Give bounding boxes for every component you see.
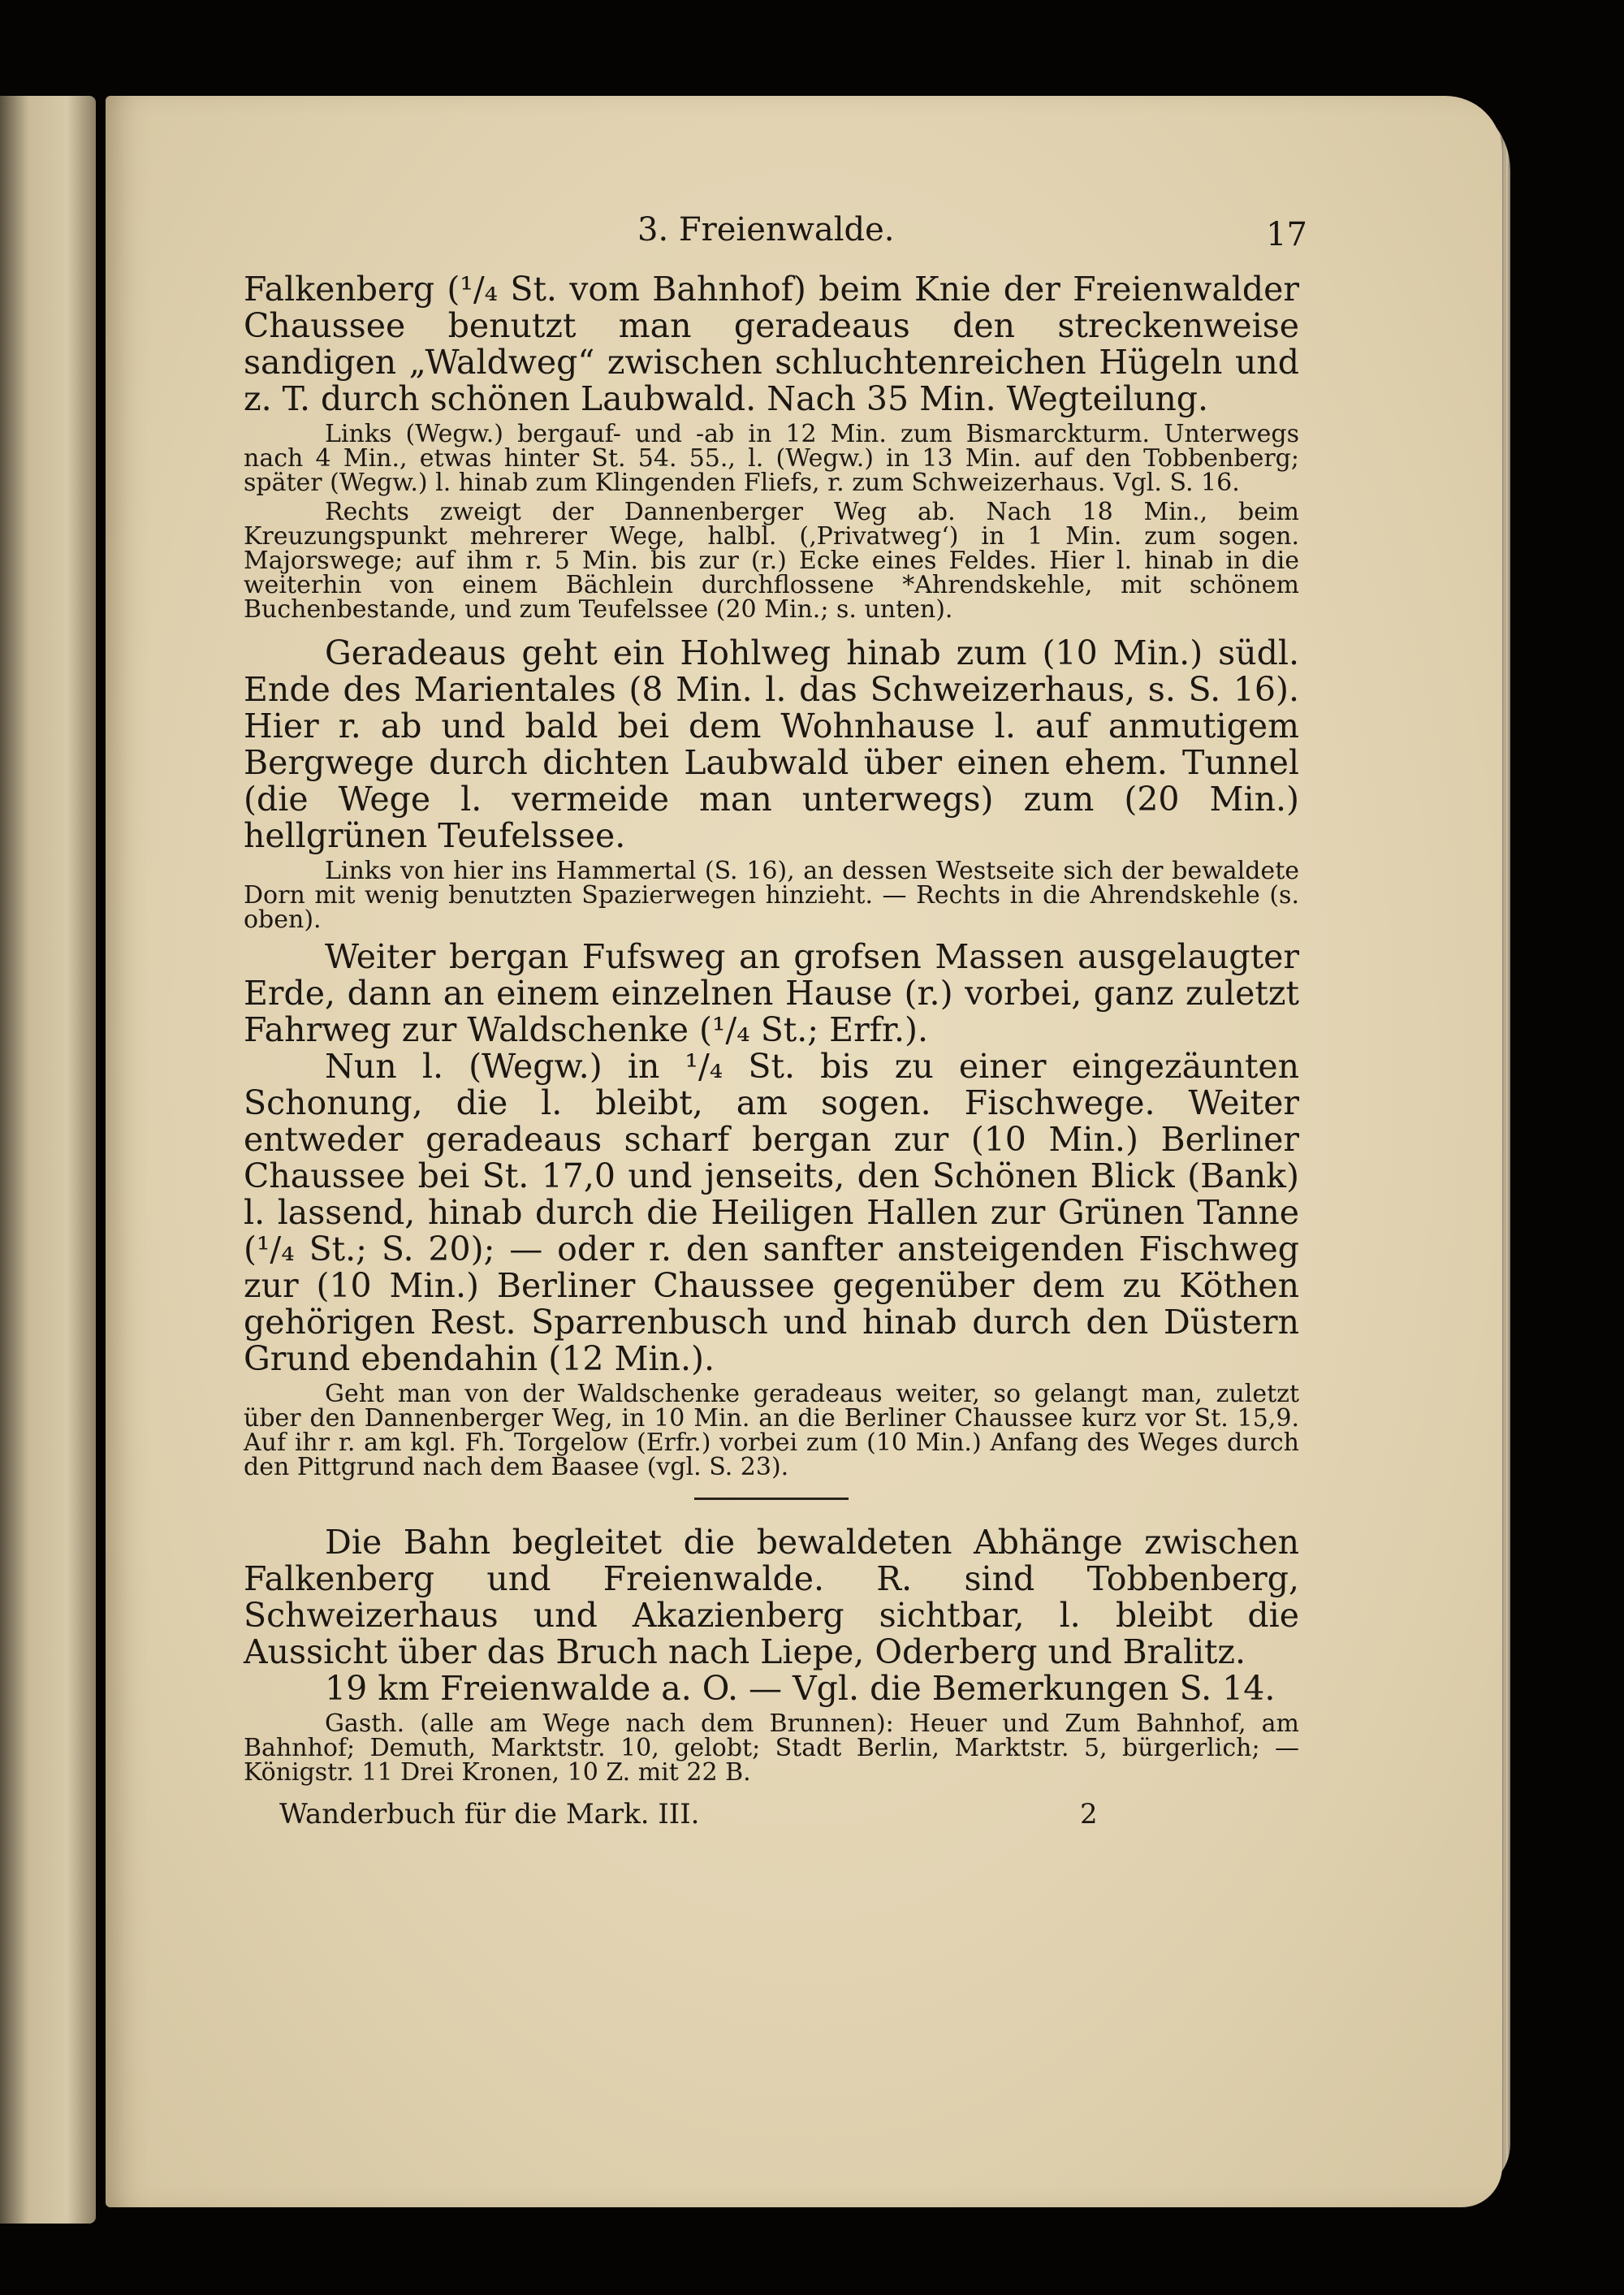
page-text — [244, 203, 1307, 1834]
paragraph: Weiter bergan Fufsweg an grofsen Massen ausgelaugter Erde, dann an einem einzelnen Hause (r.) vorbei, ganz zuletzt Fahrweg zur Waldschenke (¹/₄ St.; Erfr.). — [244, 937, 1299, 1049]
body-section-1 — [244, 271, 1299, 1480]
book-spine-left — [0, 96, 96, 2224]
paragraph: Geradeaus geht ein Hohlweg hinab zum (10 Min.) südl. Ende des Marientales (8 Min. l. das Schweizerhaus, s. S. 16). Hier r. ab und bald bei dem Wohnhause l. auf anmutigem Bergwege durch dichten Laubwald über einen ehem. Tunnel (die Wege l. vermeide man unterwegs) zum (20 Min.) hellgrünen Teufelssee. — [244, 633, 1299, 855]
footer-signature: Wanderbuch für die Mark. III. — [279, 1798, 700, 1830]
body-section-2 — [244, 1524, 1299, 1785]
paragraph: Falkenberg (¹/₄ St. vom Bahnhof) beim Knie der Freienwalder Chaussee benutzt man geradeaus den streckenweise sandigen „Waldweg“ zwischen schluchtenreichen Hügeln und z. T. durch schönen Laubwald. Nach 35 Min. Wegteilung. — [244, 270, 1299, 418]
header-title: 3. Freienwalde. — [637, 211, 895, 249]
paragraph: Geht man von der Waldschenke geradeaus weiter, so gelangt man, zuletzt über den Dannenberger Weg, in 10 Min. an die Berliner Chaussee kurz vor St. 15,9. Auf ihr r. am kgl. Fh. Torgelow (Erfr.) vorbei zum (10 Min.) Anfang des Weges durch den Pittgrund nach dem Baasee (vgl. S. 23). — [244, 1380, 1299, 1481]
paragraph: Rechts zweigt der Dannenberger Weg ab. Nach 18 Min., beim Kreuzungspunkt mehrerer Wege, halbl. (‚Privatweg‘) in 1 Min. zum sogen. Majorswege; auf ihm r. 5 Min. bis zur (r.) Ecke eines Feldes. Hier l. hinab in die weiterhin von einem Bächlein durchflossene *Ahrendskehle, mit schönem Buchenbestande, und zum Teufelssee (20 Min.; s. unten). — [244, 498, 1299, 624]
section-divider-rule — [694, 1498, 849, 1500]
header-page-number: 17 — [1266, 216, 1307, 253]
paragraph: Links von hier ins Hammertal (S. 16), an dessen Westseite sich der bewaldete Dorn mit wenig benutzten Spazierwegen hinzieht. — Rechts in die Ahrendskehle (s. oben). — [244, 857, 1299, 934]
running-header — [244, 203, 1307, 253]
paragraph: Gasth. (alle am Wege nach dem Brunnen): Heuer und Zum Bahnhof, am Bahnhof; Demuth, Marktstr. 10, gelobt; Stadt Berlin, Marktstr. 5, bürgerlich; — Königstr. 11 Drei Kronen, 10 Z. mit 22 B. — [244, 1709, 1299, 1787]
paragraph: Nun l. (Wegw.) in ¹/₄ St. bis zu einer eingezäunten Schonung, die l. bleibt, am sogen. Fischwege. Weiter entweder geradeaus scharf bergan zur (10 Min.) Berliner Chaussee bei St. 17,0 und jenseits, den Schönen Blick (Bank) l. lassend, hinab durch die Heiligen Hallen zur Grünen Tanne (¹/₄ St.; S. 20); — oder r. den sanfter ansteigenden Fischweg zur (10 Min.) Berliner Chaussee gegenüber dem zu Köthen gehörigen Rest. Sparrenbusch und hinab durch den Düstern Grund ebendahin (12 Min.). — [244, 1047, 1299, 1378]
footer-sheet-number: 2 — [1080, 1798, 1098, 1830]
paragraph: 19 km Freienwalde a. O. — Vgl. die Bemerkungen S. 14. — [325, 1669, 1276, 1708]
paragraph: Links (Wegw.) bergauf- und -ab in 12 Min. zum Bismarckturm. Unterwegs nach 4 Min., etwas hinter St. 54. 55., l. (Wegw.) in 13 Min. auf den Tobbenberg; später (Wegw.) l. hinab zum Klingenden Fliefs, r. zum Schweizerhaus. Vgl. S. 16. — [244, 420, 1299, 497]
page-footer — [244, 1798, 1299, 1834]
paragraph: Die Bahn begleitet die bewaldeten Abhänge zwischen Falkenberg und Freienwalde. R. sind Tobbenberg, Schweizerhaus und Akazienberg sichtbar, l. bleibt die Aussicht über das Bruch nach Liepe, Oderberg und Bralitz. — [244, 1523, 1299, 1671]
